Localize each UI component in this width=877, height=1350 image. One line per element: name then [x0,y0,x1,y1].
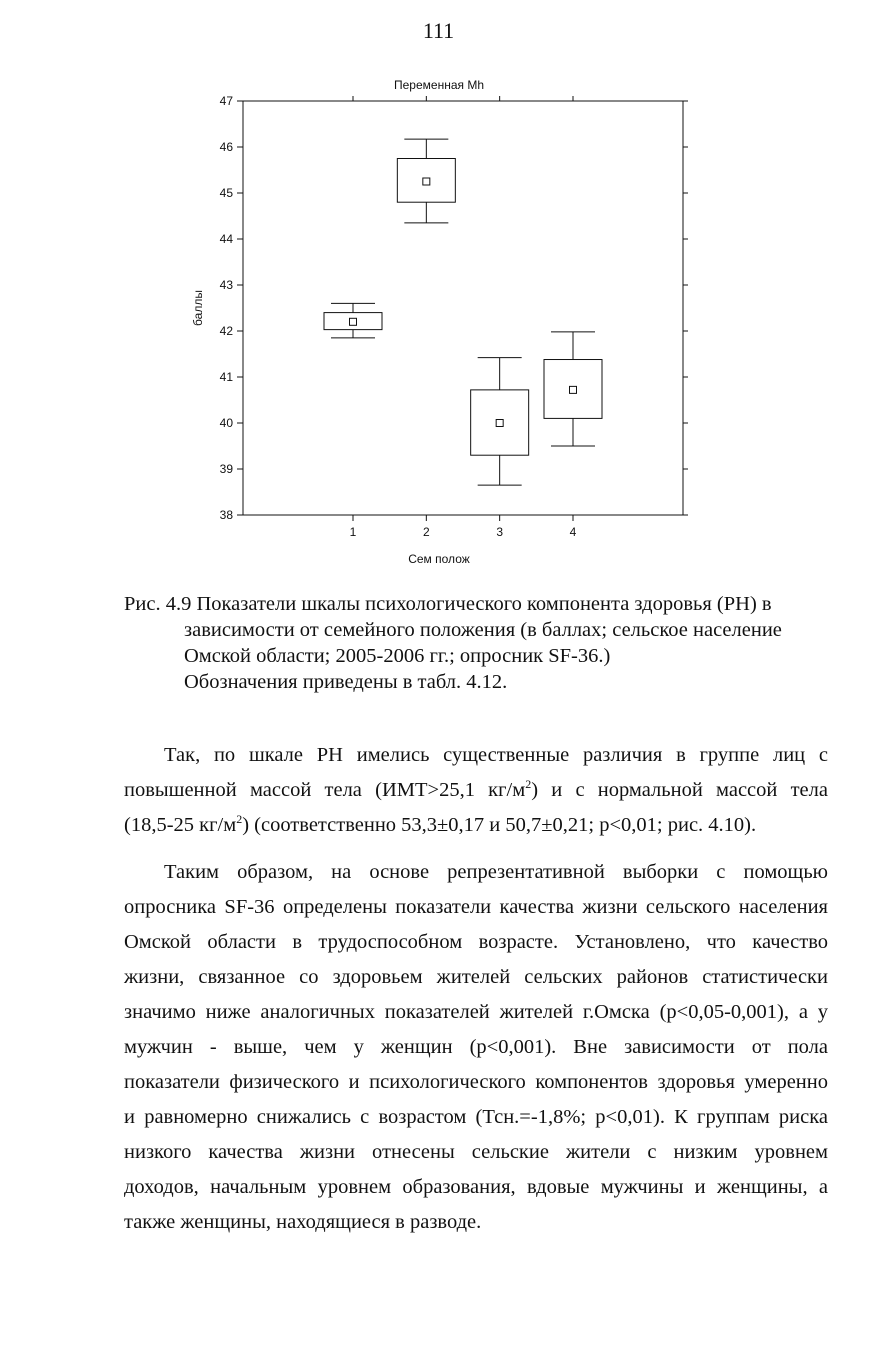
y-tick-label: 38 [219,508,233,522]
text-line: Омской области в трудоспособном возрасте. Установлено, что качество [124,931,828,953]
x-tick-label: 1 [349,525,357,539]
y-tick-label: 40 [219,416,233,430]
x-tick-label: 3 [496,525,504,539]
box-4 [544,332,602,446]
text-line: значимо ниже аналогичных показателей жителей г.Омска (p<0,05-0,001), а у [124,1001,828,1023]
text-line: жизни, связанное со здоровьем жителей сельских районов статистически [124,966,828,988]
text-line: опросника SF-36 определены показатели качества жизни сельского населения [124,896,828,918]
x-tick-label: 2 [422,525,430,539]
superscript: 2 [236,812,243,827]
text-line [124,773,828,808]
text-fragment: повышенной массой тела (ИМТ>25,1 кг/м [124,779,526,801]
y-tick-label: 41 [219,370,233,384]
caption-line: Омской области; 2005-2006 гг.; опросник SF-36.) [184,645,611,667]
text-line: также женщины, находящиеся в разводе. [124,1211,482,1233]
y-tick-label: 39 [219,462,233,476]
caption-line: зависимости от семейного положения (в баллах; сельское население [184,619,782,641]
paragraph-1 [124,738,828,843]
figure-caption [124,591,844,695]
page-number: 111 [422,18,455,43]
x-tick-label: 4 [569,525,577,539]
center-marker [423,178,430,185]
text-line: и равномерно снижались с возрастом (Тсн.=-1,8%; p<0,01). К группам риска [124,1106,828,1128]
body-text [124,738,828,1252]
center-marker [496,420,503,427]
y-tick-label: 42 [219,324,233,338]
boxes [324,139,602,485]
box-3 [471,358,529,485]
caption-line: Рис. 4.9 Показатели шкалы психологического компонента здоровья (PH) в [124,593,772,615]
y-tick-label: 46 [219,140,233,154]
caption-line: Обозначения приведены в табл. 4.12. [184,671,508,693]
center-marker [570,386,577,393]
text-line: доходов, начальным уровнем образования, вдовые мужчины и женщины, а [124,1176,828,1198]
text-fragment: (18,5-25 кг/м [124,814,237,836]
text-line: Так, по шкале PH имелись существенные различия в группе лиц с [164,744,828,766]
text-line: мужчин - выше, чем у женщин (p<0,001). Вне зависимости от пола [124,1036,828,1058]
superscript: 2 [525,777,532,792]
x-axis [350,96,577,539]
y-tick-label: 45 [219,186,233,200]
y-tick-label: 44 [219,232,233,246]
text-line: Таким образом, на основе репрезентативной выборки с помощью [164,861,828,883]
y-tick-label: 47 [219,94,233,108]
text-line [124,808,828,843]
text-line: показатели физического и психологического компонентов здоровья умеренно [124,1071,828,1093]
text-line: низкого качества жизни отнесены сельские жители с низким уровнем [124,1141,828,1163]
center-marker [350,318,357,325]
box-1 [324,303,382,338]
plot-frame [243,101,683,515]
paragraph-2 [124,855,828,1240]
x-axis-title: Сем полож [408,552,470,566]
text-fragment: ) (соответственно 53,3±0,17 и 50,7±0,21; p<0,01; рис. 4.10). [242,814,757,836]
text-fragment: ) и с нормальной массой тела [531,779,828,801]
chart-title: Переменная Mh [394,78,484,92]
box-plot-chart [180,70,700,580]
y-axis-title: баллы [191,290,205,326]
y-tick-label: 43 [219,278,233,292]
box-2 [397,139,455,223]
